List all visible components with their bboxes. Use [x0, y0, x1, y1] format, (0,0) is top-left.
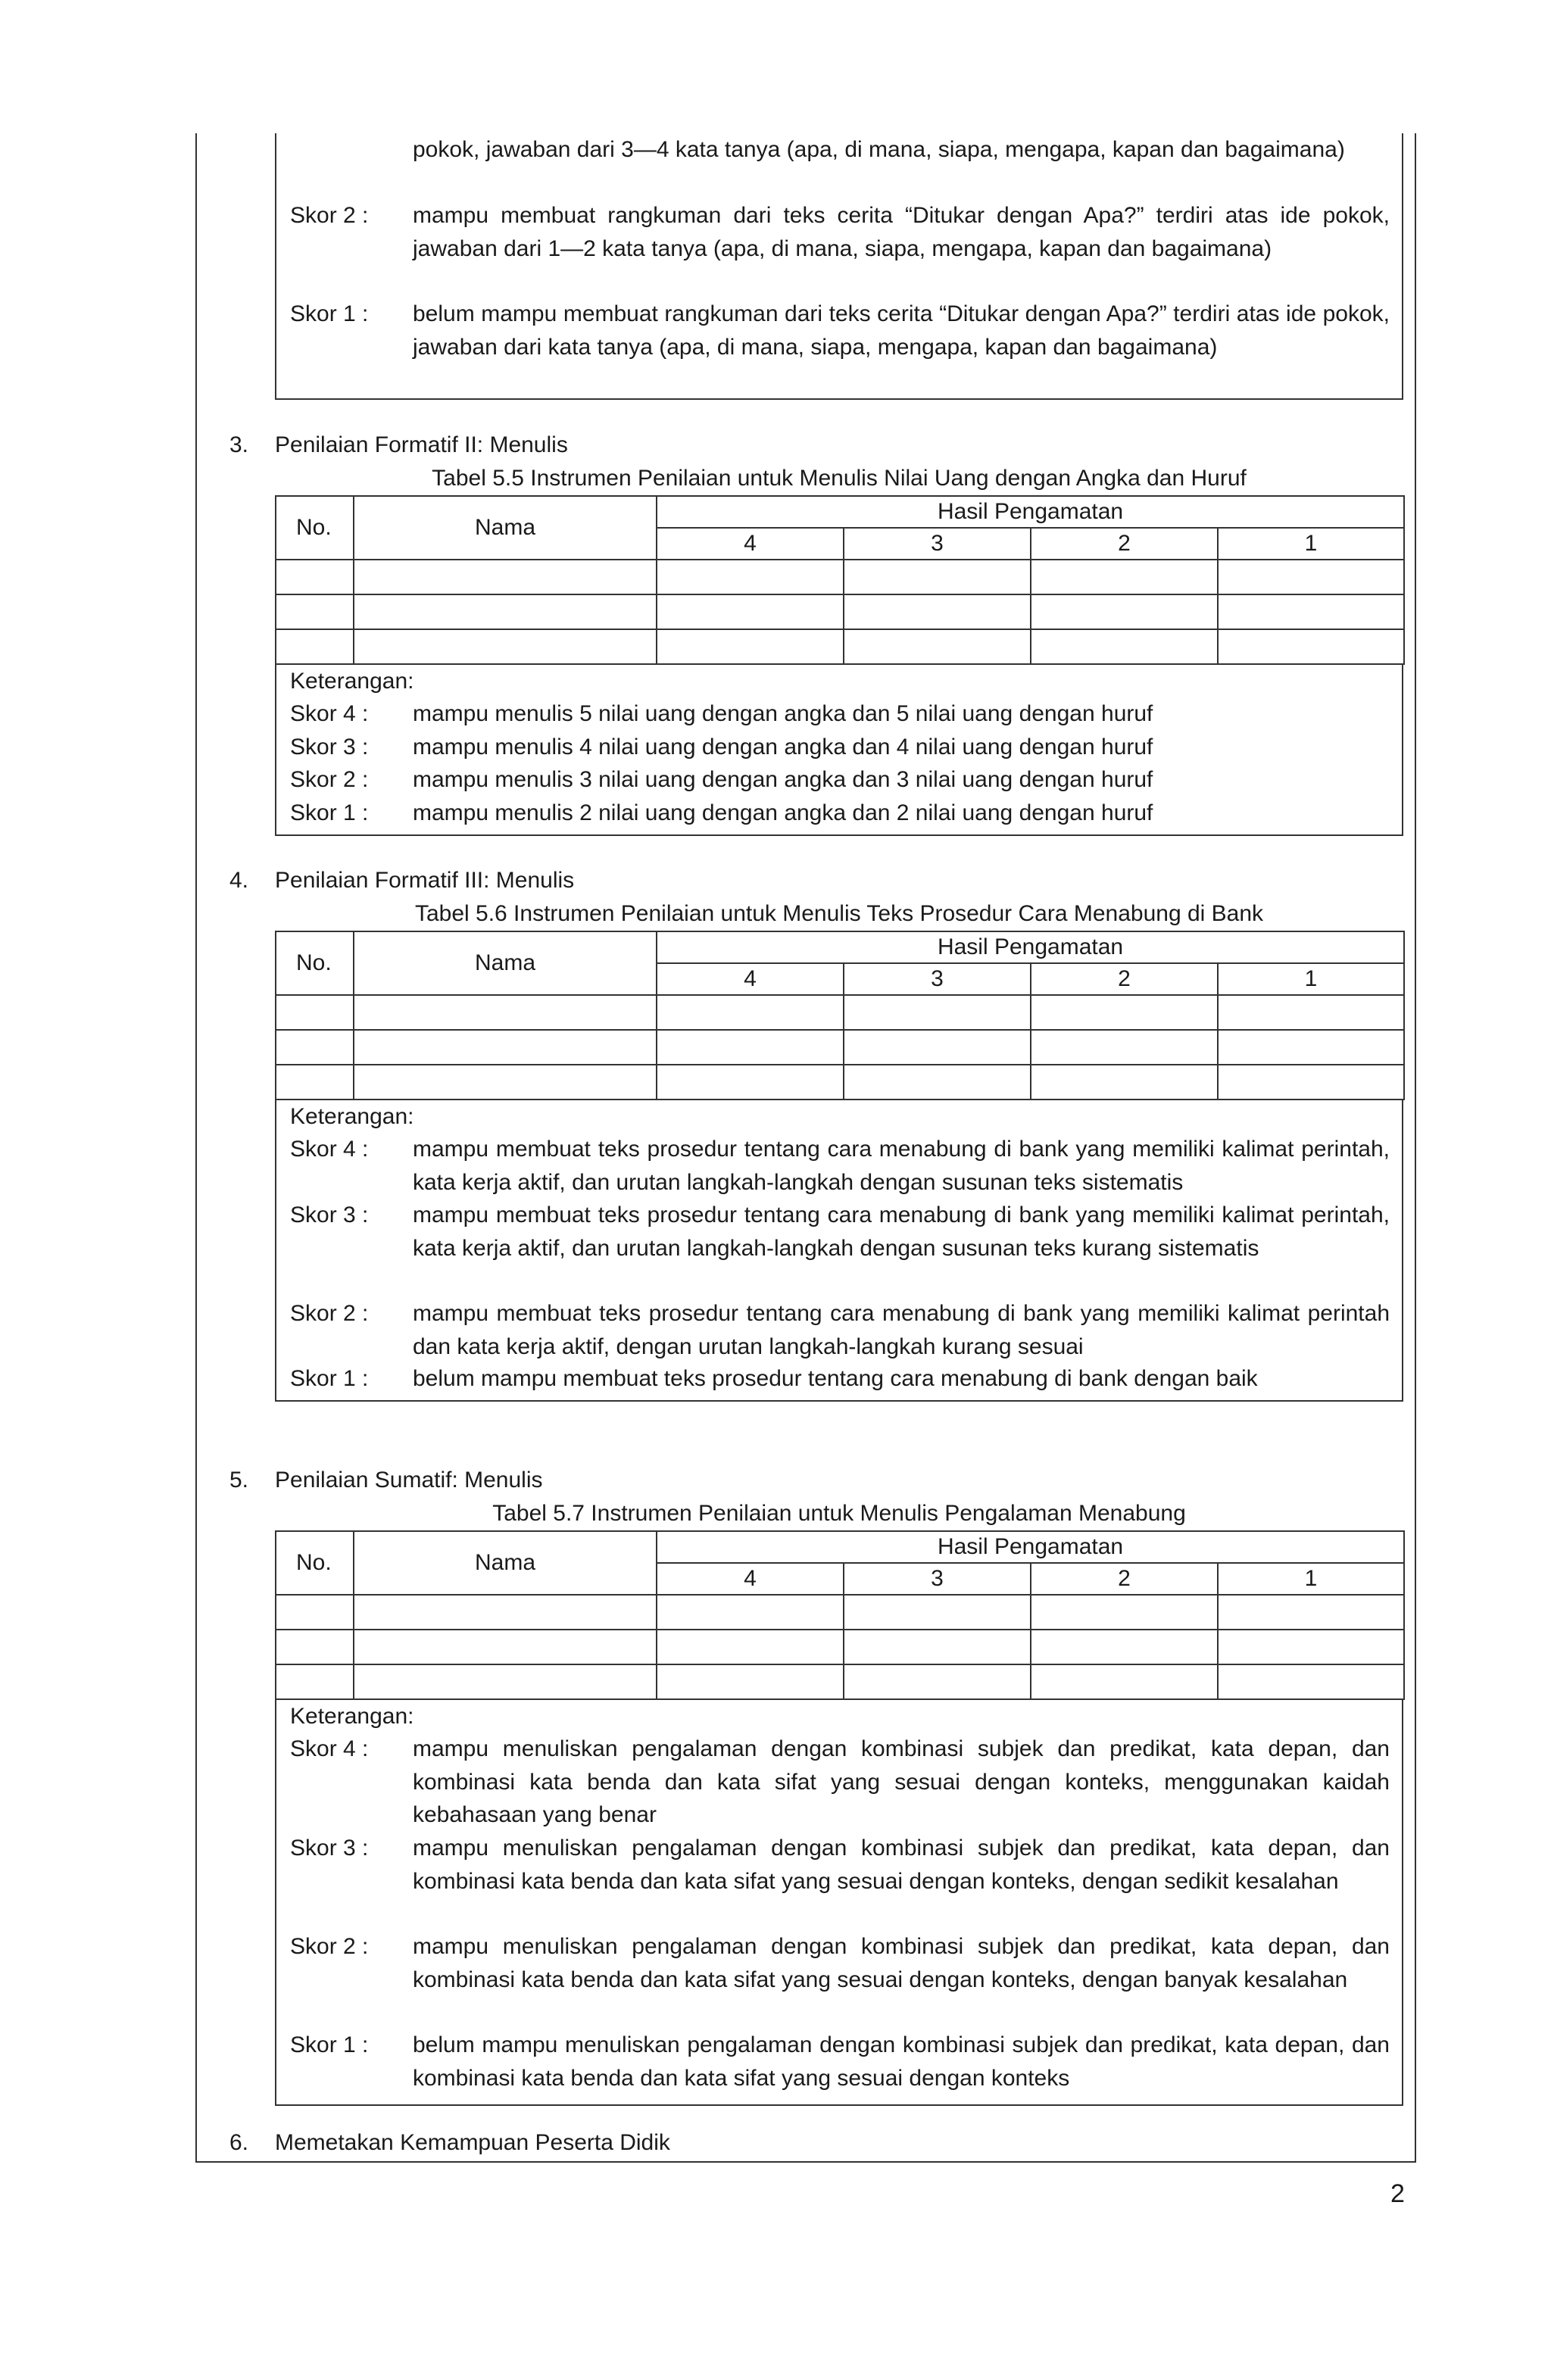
rubric-text: belum mampu menuliskan pengalaman dengan kombinasi subjek dan predikat, kata depan, dan kombinasi kata benda dan kata sifat yang sesuai dengan konteks	[413, 2032, 1390, 2091]
rubric-label: Skor 2 :	[290, 767, 369, 792]
rubric-text: mampu menulis 2 nilai uang dengan angka dan 2 nilai uang dengan huruf	[413, 800, 1153, 825]
score-header: 2	[1031, 1563, 1218, 1595]
rubric-label: Skor 2 :	[290, 203, 369, 228]
rubric-text: mampu menuliskan pengalaman dengan kombinasi subjek dan predikat, kata depan, dan kombinasi kata benda dan kata sifat yang sesuai dengan konteks, menggunakan kaidah kebahasaan yang benar	[413, 1736, 1390, 1827]
page-number: 2	[1390, 2179, 1405, 2208]
rubric-label: Skor 3 :	[290, 735, 369, 760]
section-title: Penilaian Sumatif: Menulis	[275, 1468, 543, 1493]
rubric-text: belum mampu membuat rangkuman dari teks cerita “Ditukar dengan Apa?” terdiri atas ide pokok, jawaban dari kata tanya (apa, di mana, siapa, mengapa, kapan dan bagaimana)	[413, 301, 1390, 360]
rubric-label: Skor 4 :	[290, 1736, 369, 1761]
col-nama-header: Nama	[354, 931, 657, 995]
rubric-text: mampu membuat rangkuman dari teks cerita “Ditukar dengan Apa?” terdiri atas ide pokok, jawaban dari 1—2 kata tanya (apa, di mana, siapa, mengapa, kapan dan bagaimana)	[413, 203, 1390, 261]
score-header: 4	[657, 963, 844, 995]
section-heading	[229, 2126, 670, 2160]
keterangan-label: Keterangan:	[290, 1104, 414, 1129]
score-header: 3	[844, 528, 1031, 560]
section-heading	[229, 429, 568, 462]
table-row	[276, 1030, 1404, 1065]
rubric-text: mampu membuat teks prosedur tentang cara menabung di bank yang memiliki kalimat perintah, kata kerja aktif, dan urutan langkah-langkah dengan susunan teks sistematis	[413, 1137, 1390, 1195]
table-caption: Tabel 5.7 Instrumen Penilaian untuk Menulis Pengalaman Menabung	[492, 1501, 1186, 1526]
table-caption: Tabel 5.5 Instrumen Penilaian untuk Menulis Nilai Uang dengan Angka dan Huruf	[432, 466, 1247, 491]
table-row	[276, 629, 1404, 664]
rubric-text: mampu menuliskan pengalaman dengan kombinasi subjek dan predikat, kata depan, dan kombinasi kata benda dan kata sifat yang sesuai dengan konteks, dengan sedikit kesalahan	[413, 1836, 1390, 1894]
rubric-label: Skor 1 :	[290, 2032, 369, 2057]
section-number: 6.	[229, 2130, 249, 2155]
keterangan-label: Keterangan:	[290, 669, 414, 694]
table-caption: Tabel 5.6 Instrumen Penilaian untuk Menulis Teks Prosedur Cara Menabung di Bank	[414, 901, 1264, 926]
section-title: Memetakan Kemampuan Peserta Didik	[275, 2130, 670, 2155]
rubric-text: mampu menulis 5 nilai uang dengan angka dan 5 nilai uang dengan huruf	[413, 701, 1153, 726]
keterangan-box	[275, 665, 1403, 836]
rubric-label: Skor 2 :	[290, 1301, 369, 1326]
score-header: 1	[1218, 1563, 1404, 1595]
assessment-table	[275, 931, 1405, 1100]
rubric-text: mampu membuat teks prosedur tentang cara menabung di bank yang memiliki kalimat perintah dan kata kerja aktif, dengan urutan langkah-langkah kurang sesuai	[413, 1301, 1390, 1359]
score-header: 2	[1031, 528, 1218, 560]
col-nama-header: Nama	[354, 496, 657, 560]
rubric-text: pokok, jawaban dari 3—4 kata tanya (apa, di mana, siapa, mengapa, kapan dan bagaimana)	[413, 137, 1345, 162]
score-header: 3	[844, 963, 1031, 995]
assessment-table	[275, 1530, 1405, 1700]
rubric-text: mampu menuliskan pengalaman dengan kombinasi subjek dan predikat, kata depan, dan kombinasi kata benda dan kata sifat yang sesuai dengan konteks, dengan banyak kesalahan	[413, 1934, 1390, 1992]
score-header: 1	[1218, 963, 1404, 995]
table-row	[276, 1595, 1404, 1630]
section-number: 4.	[229, 868, 249, 893]
table-row	[276, 594, 1404, 629]
assessment-table	[275, 495, 1405, 665]
keterangan-box	[275, 1700, 1403, 2106]
rubric-label: Skor 1 :	[290, 800, 369, 825]
rubric-label: Skor 1 :	[290, 1366, 369, 1391]
rubric-text: belum mampu membuat teks prosedur tentang cara menabung di bank dengan baik	[413, 1366, 1258, 1391]
score-header: 1	[1218, 528, 1404, 560]
col-hasil-header: Hasil Pengamatan	[657, 931, 1404, 963]
rubric-label: Skor 1 :	[290, 301, 369, 326]
col-nama-header: Nama	[354, 1531, 657, 1595]
rubric-text: mampu menulis 3 nilai uang dengan angka dan 3 nilai uang dengan huruf	[413, 767, 1153, 792]
keterangan-box	[275, 1100, 1403, 1402]
keterangan-label: Keterangan:	[290, 1704, 414, 1729]
rubric-label: Skor 4 :	[290, 701, 369, 726]
score-header: 4	[657, 528, 844, 560]
section-heading	[229, 864, 574, 897]
col-no-header: No.	[276, 1531, 354, 1595]
rubric-text: mampu membuat teks prosedur tentang cara menabung di bank yang memiliki kalimat perintah, kata kerja aktif, dan urutan langkah-langkah dengan susunan teks kurang sistematis	[413, 1202, 1390, 1261]
col-no-header: No.	[276, 931, 354, 995]
section-number: 5.	[229, 1468, 249, 1493]
table-row	[276, 1630, 1404, 1664]
table-row	[276, 1664, 1404, 1699]
table-row	[276, 1065, 1404, 1100]
rubric-text: mampu menulis 4 nilai uang dengan angka dan 4 nilai uang dengan huruf	[413, 735, 1153, 760]
rubric-label: Skor 3 :	[290, 1202, 369, 1227]
col-no-header: No.	[276, 496, 354, 560]
score-header: 2	[1031, 963, 1218, 995]
rubric-label: Skor 3 :	[290, 1836, 369, 1861]
table-row	[276, 995, 1404, 1030]
score-header: 3	[844, 1563, 1031, 1595]
col-hasil-header: Hasil Pengamatan	[657, 1531, 1404, 1563]
section-title: Penilaian Formatif III: Menulis	[275, 868, 575, 893]
score-header: 4	[657, 1563, 844, 1595]
rubric-label: Skor 4 :	[290, 1137, 369, 1162]
rubric-label: Skor 2 :	[290, 1934, 369, 1959]
continuation-rubric-box	[275, 133, 1403, 400]
section-heading	[229, 1464, 543, 1497]
col-hasil-header: Hasil Pengamatan	[657, 496, 1404, 528]
section-number: 3.	[229, 432, 249, 457]
section-title: Penilaian Formatif II: Menulis	[275, 432, 568, 457]
table-row	[276, 560, 1404, 594]
